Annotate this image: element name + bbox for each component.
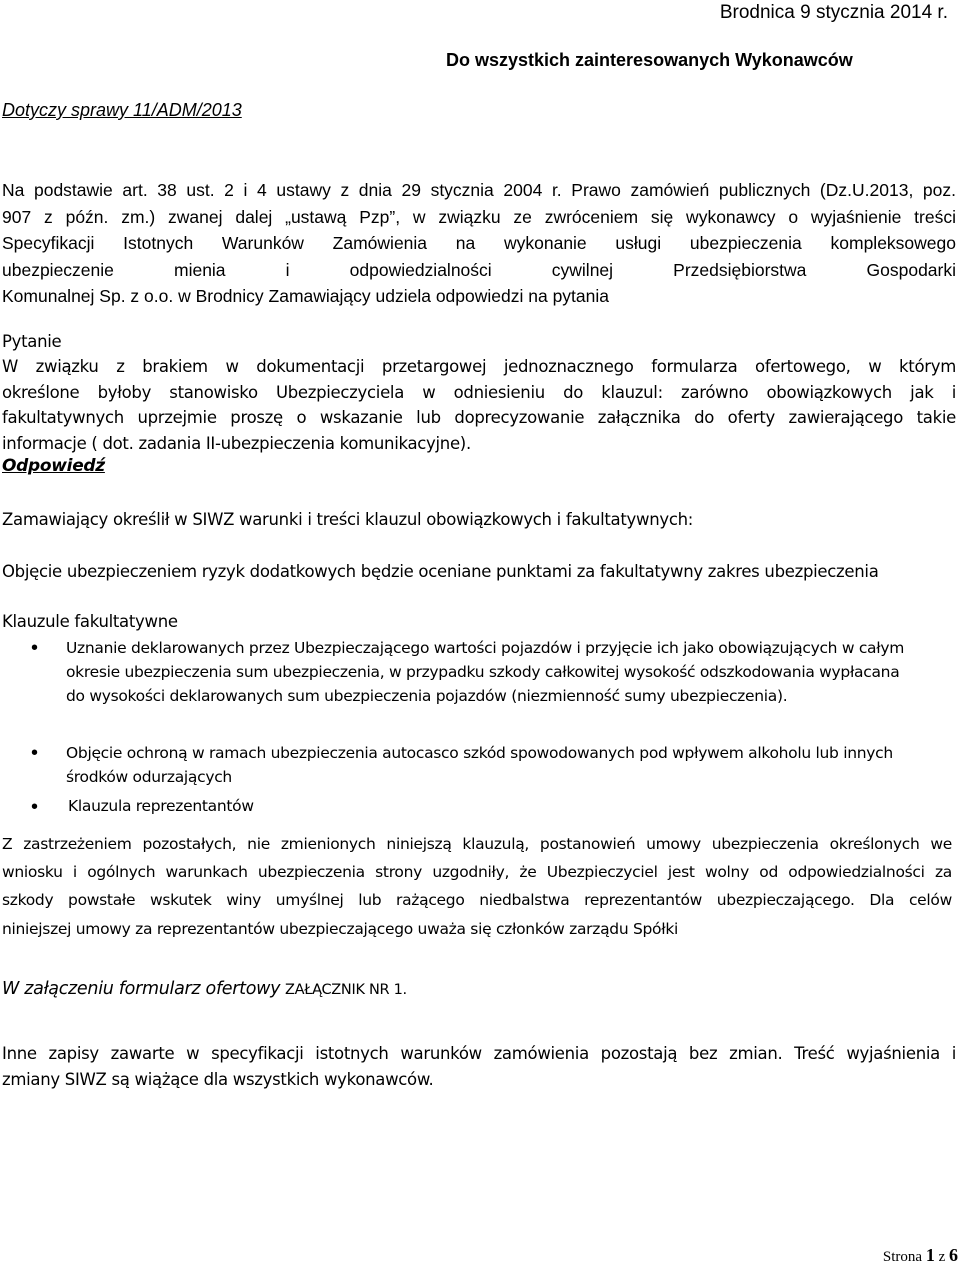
bullet-line: Objęcie ochroną w ramach ubezpieczenia autocasco szkód spowodowanych pod wpływem alkoholu lub innych <box>66 744 893 762</box>
closing-paragraph <box>2 1041 956 1093</box>
clauses-heading: Klauzule fakultatywne <box>2 612 178 631</box>
intro-line: Specyfikacji Istotnych Warunków Zamówienia na wykonanie usługi ubezpieczenia kompleksowego <box>2 233 956 254</box>
bullet-item <box>66 741 956 789</box>
intro-line: Na podstawie art. 38 ust. 2 i 4 ustawy z dnia 29 stycznia 2004 r. Prawo zamówień publicznych (Dz.U.2013, poz. <box>2 180 956 200</box>
intro-line: 907 z późn. zm.) zwanej dalej „ustawą Pzp”, w związku ze zwróceniem się wykonawcy o wyjaśnienie treści <box>2 206 956 227</box>
closing-line: zmiany SIWZ są wiążące dla wszystkich wykonawców. <box>2 1070 434 1089</box>
rep-line: szkody powstałe wskutek winy umyślnej lub rażącego niedbalstwa reprezentantów ubezpieczającego. Dla celów <box>2 891 952 910</box>
bullet-line: okresie ubezpieczenia sum ubezpieczenia, w przypadku szkody całkowitej wysokość odszkodowania wypłacana <box>66 663 900 681</box>
answer-paragraph-1: Zamawiający określił w SIWZ warunki i treści klauzul obowiązkowych i fakultatywnych: <box>2 510 694 529</box>
letter-date: Brodnica 9 stycznia 2014 r. <box>719 2 948 23</box>
question-heading: Pytanie <box>2 332 62 351</box>
question-line: określone byłoby stanowisko Ubezpieczyciela w odniesieniu do klauzul: zarówno obowiązkowych jak i <box>2 382 956 402</box>
bullet-icon: • <box>31 796 39 818</box>
answer-paragraph-2: Objęcie ubezpieczeniem ryzyk dodatkowych będzie oceniane punktami za fakultatywny zakres ubezpieczenia <box>2 562 879 581</box>
answer-heading: Odpowiedź <box>2 456 105 476</box>
bullet-line: środków odurzających <box>66 768 232 786</box>
subject-line: Dotyczy sprawy 11/ADM/2013 <box>2 100 242 120</box>
attachment-note <box>2 979 407 999</box>
question-section <box>2 329 956 456</box>
page-footer <box>883 1245 958 1266</box>
bullet-icon: • <box>31 637 39 659</box>
question-line: fakultatywnych uprzejmie proszę o wskazanie lub doprecyzowanie załącznika do oferty zawierającego takie <box>2 408 956 428</box>
page-number: 1 <box>925 1245 935 1265</box>
attachment-italic: W załączeniu formularz ofertowy <box>2 979 281 999</box>
closing-line: Inne zapisy zawarte w specyfikacji istotnych warunków zamówienia pozostają bez zmian. Treść wyjaśnienia i <box>2 1044 956 1063</box>
intro-paragraph <box>2 177 956 310</box>
rep-line: Z zastrzeżeniem pozostałych, nie zmienionych niniejszą klauzulą, postanowień umowy ubezpieczenia określonych we <box>2 835 952 853</box>
intro-line: ubezpieczenie mienia i odpowiedzialności cywilnej Przedsiębiorstwa Gospodarki <box>2 259 956 280</box>
bullet-icon: • <box>31 742 39 764</box>
page-of: z <box>938 1249 946 1265</box>
representatives-paragraph <box>2 830 952 943</box>
bullet-item <box>66 636 956 708</box>
page-total: 6 <box>949 1245 958 1265</box>
bullet-line: do wysokości deklarowanych sum ubezpieczenia pojazdów (niezmienność sumy ubezpieczenia). <box>66 687 788 705</box>
question-line: informacje ( dot. zadania II-ubezpieczenia komunikacyjne). <box>2 433 471 453</box>
intro-line: Komunalnej Sp. z o.o. w Brodnicy Zamawiający udziela odpowiedzi na pytania <box>2 286 609 307</box>
attachment-label: ZAŁĄCZNIK NR 1. <box>285 982 407 998</box>
rep-line: niniejszej umowy za reprezentantów ubezpieczającego uważa się członków zarządu Spółki <box>2 919 679 938</box>
bullet-item: Klauzula reprezentantów <box>68 797 254 815</box>
bullet-line: Uznanie deklarowanych przez Ubezpieczającego wartości pojazdów i przyjęcie ich jako obowiązujących w całym <box>66 639 905 657</box>
rep-line: wniosku i ogólnych warunkach ubezpieczenia strony uzgodniły, że Ubezpieczyciel jest wolny od odpowiedzialności za <box>2 863 952 882</box>
page-label: Strona <box>882 1249 923 1265</box>
question-line: W związku z brakiem w dokumentacji przetargowej jednoznacznego formularza ofertowego, w którym <box>2 357 956 377</box>
addressee: Do wszystkich zainteresowanych Wykonawców <box>446 50 853 70</box>
